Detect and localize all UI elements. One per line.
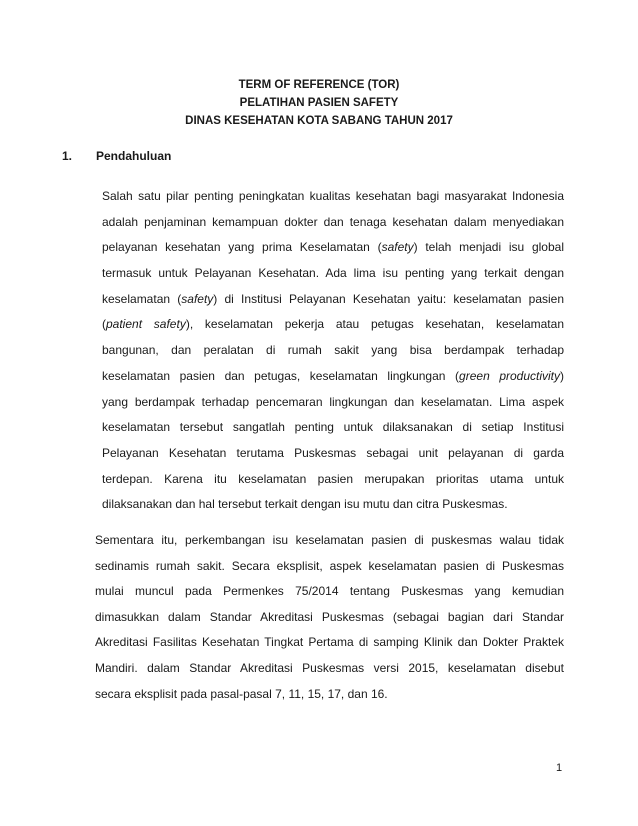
title-line-2: PELATIHAN PASIEN SAFETY xyxy=(239,97,399,109)
paragraph-line: pelayanan kesehatan yang prima Keselamatan (safety) telah menjadi isu global xyxy=(102,240,564,255)
paragraph-line: keselamatan pasien dan petugas, keselamatan lingkungan (green productivity) xyxy=(102,368,565,383)
title-line-3: DINAS KESEHATAN KOTA SABANG TAHUN 2017 xyxy=(185,115,453,127)
paragraph-intro xyxy=(102,184,564,518)
paragraph-line: Pelayanan Kesehatan terutama Puskesmas sebagai unit pelayanan di garda xyxy=(102,445,564,460)
paragraph-line: dimasukkan dalam Standar Akreditasi Puskesmas (sebagai bagian dari Standar xyxy=(95,609,564,624)
page-number: 1 xyxy=(556,762,563,774)
italic-term: green productivity xyxy=(459,368,561,383)
paragraph-line: mulai muncul pada Permenkes 75/2014 tentang Puskesmas yang kemudian xyxy=(95,584,564,599)
paragraph-puskesmas xyxy=(95,528,564,707)
paragraph-line: termasuk untuk Pelayanan Kesehatan. Ada lima isu penting yang terkait dengan xyxy=(102,266,564,281)
section-heading xyxy=(62,147,171,165)
section-title: Pendahuluan xyxy=(96,149,172,163)
paragraph-line: bangunan, dan peralatan di rumah sakit yang bisa berdampak terhadap xyxy=(102,343,564,358)
paragraph-line: Salah satu pilar penting peningkatan kualitas kesehatan bagi masyarakat Indonesia xyxy=(102,189,564,203)
title-line-1: TERM OF REFERENCE (TOR) xyxy=(238,79,400,91)
document-title xyxy=(0,76,638,130)
paragraph-line: yang berdampak terhadap pencemaran lingkungan dan keselamatan. Lima aspek xyxy=(102,394,564,409)
section-number: 1. xyxy=(62,149,73,163)
paragraph-line: terdepan. Karena itu keselamatan pasien merupakan prioritas utama untuk xyxy=(102,471,564,486)
paragraph-line: (patient safety), keselamatan pekerja atau petugas kesehatan, keselamatan xyxy=(102,317,564,332)
paragraph-line: sedinamis rumah sakit. Secara eksplisit, aspek keselamatan pasien di Puskesmas xyxy=(95,558,564,573)
paragraph-line: keselamatan tersebut sangatlah penting untuk dilaksanakan di setiap Institusi xyxy=(102,420,564,435)
paragraph-line: keselamatan (safety) di Institusi Pelayanan Kesehatan yaitu: keselamatan pasien xyxy=(102,291,565,306)
italic-term: safety xyxy=(181,291,214,306)
paragraph-line: secara eksplisit pada pasal-pasal 7, 11, 15, 17, dan 16. xyxy=(95,686,388,701)
italic-term: patient safety xyxy=(106,317,186,332)
paragraph-line: Mandiri. dalam Standar Akreditasi Puskesmas versi 2015, keselamatan disebut xyxy=(95,660,564,675)
paragraph-line: adalah penjaminan kemampuan dokter dan tenaga kesehatan dalam menyediakan xyxy=(102,214,564,229)
paragraph-line: dilaksanakan dan hal tersebut terkait dengan isu mutu dan citra Puskesmas. xyxy=(102,497,508,512)
paragraph-line: Akreditasi Fasilitas Kesehatan Tingkat Pertama di samping Klinik dan Dokter Praktek xyxy=(95,635,564,650)
paragraph-line: Sementara itu, perkembangan isu keselamatan pasien di puskesmas walau tidak xyxy=(95,533,564,547)
italic-term: safety xyxy=(381,240,414,255)
